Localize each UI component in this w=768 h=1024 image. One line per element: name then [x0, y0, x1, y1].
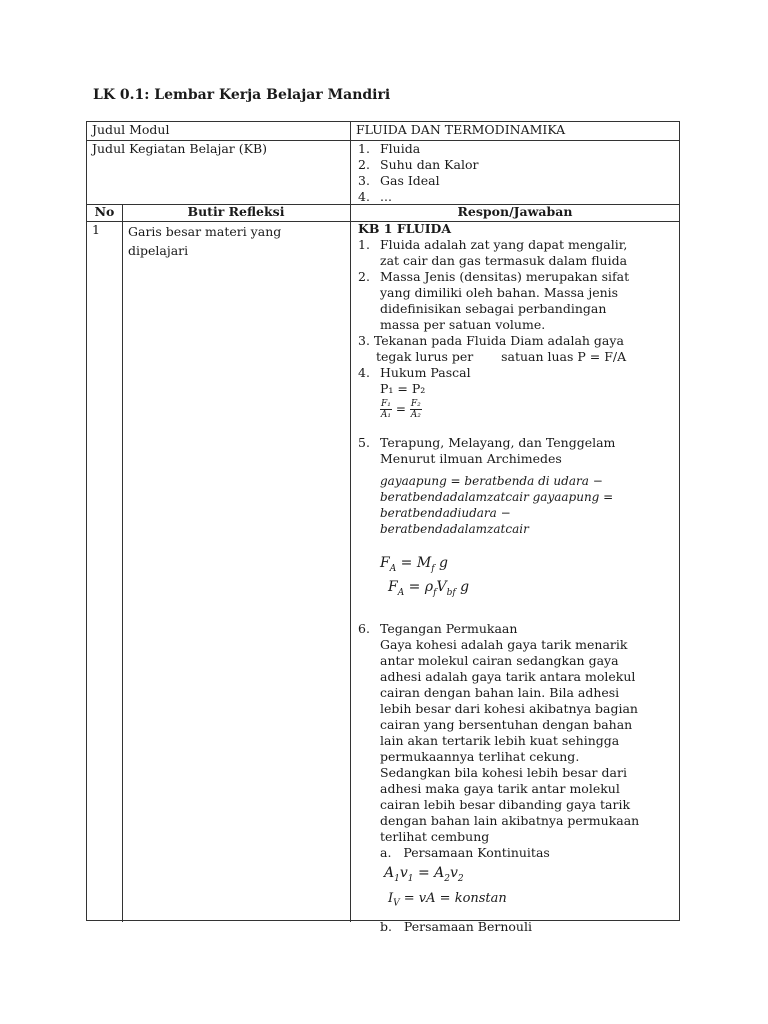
kb-label: Judul Kegiatan Belajar (KB) — [92, 141, 268, 156]
column-divider — [122, 204, 123, 922]
header-respon: Respon/Jawaban — [457, 204, 573, 219]
butir-text: Garis besar materi yang dipelajari — [128, 224, 282, 258]
modul-label: Judul Modul — [92, 122, 170, 137]
buoyancy-equation-a: $F_A = M_f$ g — [380, 555, 448, 574]
bernoulli-label: b. Persamaan Bernouli — [380, 919, 532, 934]
response-item-1: 1. Fluida adalah zat yang dapat mengalir, zat cair dan gas termasuk dalam fluida — [358, 237, 628, 268]
response-item-2: 2. Massa Jenis (densitas) merupakan sifat yang dimiliki oleh bahan. Massa jenis didefinisikan sebagai perbandingan massa per satuan volume. — [358, 269, 630, 332]
kb-list-item: 3. Gas Ideal — [358, 173, 440, 188]
kb-list-item: 2. Suhu dan Kalor — [358, 157, 479, 172]
modul-value: FLUIDA DAN TERMODINAMIKA — [356, 122, 566, 137]
response-item-4: 4. Hukum Pascal P₁ = P₂ $\frac{\text{F₁}}{\text{A₁}}$ = $\frac{\text{F₂}}{\text{A₂}}$ — [358, 365, 673, 427]
response-item-5: 5. Terapung, Melayang, dan Tenggelam Menurut ilmuan Archimedes gayaapung = beratbenda di udara − beratbendadalamzatcair gayaapung = beratbendadiudara − beratbendadalamzatcair $F_A = M_f$ g $F_A = \rho_fV_{bf}$ g — [358, 435, 673, 601]
kb-list-item: 4. ... — [358, 189, 392, 204]
pascal-equation: P₁ = P₂ — [380, 381, 426, 396]
buoyancy-text-formula: gayaapung = beratbenda di udara − beratbendadalamzatcair gayaapung = beratbendadiudara − beratbendadalamzatcair — [380, 474, 614, 536]
continuity-section: a. Persamaan Kontinuitas $A_1v_1 = A_2v_2$ $I_V$ = vA = konstan b. Persamaan Bernouli — [358, 845, 673, 935]
page-title: LK 0.1: Lembar Kerja Belajar Mandiri — [93, 87, 391, 103]
pascal-fraction-equation: $\frac{\text{F₁}}{\text{A₁}}$ = $\frac{\text{F₂}}{\text{A₂}}$ — [380, 399, 421, 420]
response-item-6: 6. Tegangan Permukaan Gaya kohesi adalah gaya tarik menarik antar molekul cairan sedangkan gaya adhesi adalah gaya tarik antara molekul cairan dengan bahan lain. Bila adhesi lebih besar dari kohesi akibatnya bagian cairan yang bersentuhan dengan bahan lain akan tertarik lebih kuat sehingga permukaannya terlihat cekung. Sedangkan bila kohesi lebih besar dari adhesi maka gaya tarik antar molekul cairan lebih besar dibanding gaya tarik dengan bahan lain akibatnya permukaan terlihat cembung — [358, 621, 640, 844]
flow-rate-equation: $I_V$ = vA = konstan — [388, 891, 507, 909]
row-number: 1 — [92, 222, 100, 237]
header-butir: Butir Refleksi — [187, 204, 285, 219]
column-divider — [350, 122, 351, 922]
response-cell — [358, 221, 673, 935]
header-no: No — [94, 204, 115, 219]
kb-title: KB 1 FLUIDA — [358, 221, 452, 236]
kb-list — [356, 141, 656, 205]
buoyancy-equation-b: $F_A = \rho_fV_{bf}$ g — [388, 579, 470, 598]
continuity-equation: $A_1v_1 = A_2v_2$ — [384, 865, 464, 884]
response-item-3: 3. Tekanan pada Fluida Diam adalah gaya tegak lurus per satuan luas P = F/A — [358, 333, 627, 364]
kb-list-item: 1. Fluida — [358, 141, 421, 156]
